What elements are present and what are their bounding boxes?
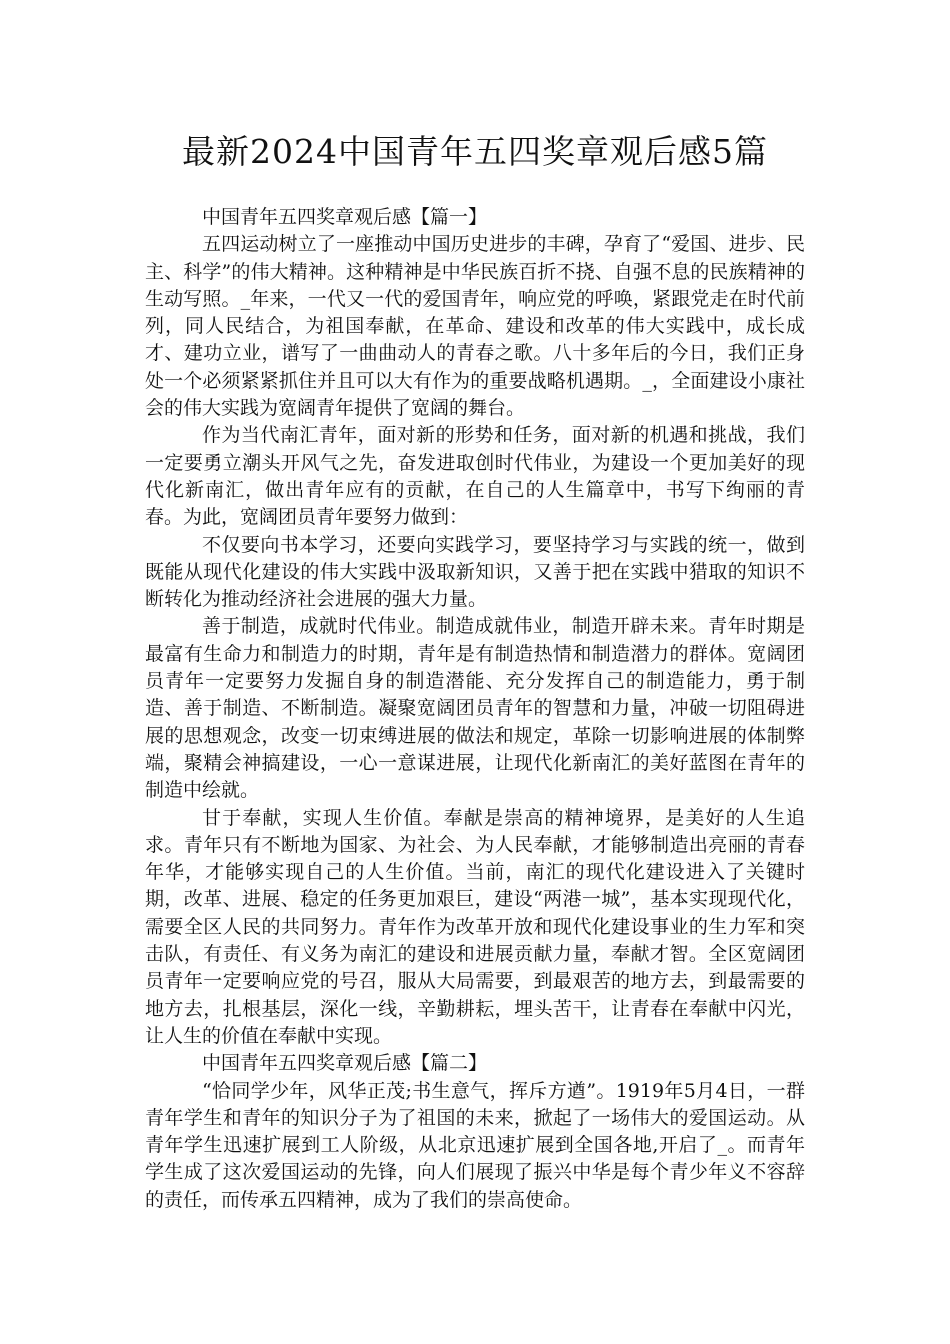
paragraph: 不仅要向书本学习，还要向实践学习，要坚持学习与实践的统一，做到既能从现代化建设的伟大实践中汲取新知识，又善于把在实践中猎取的知识不断转化为推动经济社会进展的强大力量。 [145,533,805,611]
document-page [145,128,805,1214]
paragraph: “恰同学少年，风华正茂;书生意气，挥斥方遒”。1919年5月4日，一群青年学生和青年的知识分子为了祖国的未来，掀起了一场伟大的爱国运动。从青年学生迅速扩展到工人阶级，从北京迅速扩展到全国各地,开启了_。而青年学生成了这次爱国运动的先锋，向人们展现了振兴中华是每个青少年义不容辞的责任，而传承五四精神，成为了我们的崇高使命。 [145,1079,805,1211]
section-heading: 中国青年五四奖章观后感【篇二】 [202,1052,488,1075]
document-body [145,204,805,1214]
document-title: 最新2024中国青年五四奖章观后感5篇 [182,132,768,171]
section-heading: 中国青年五四奖章观后感【篇一】 [202,206,488,228]
paragraph: 五四运动树立了一座推动中国历史进步的丰碑，孕育了“爱国、进步、民主、科学”的伟大精神。这种精神是中华民族百折不挠、自强不息的民族精神的生动写照。_年来，一代又一代的爱国青年，响应党的呼唤，紧跟党走在时代前列，同人民结合，为祖国奉献，在革命、建设和改革的伟大实践中，成长成才、建功立业，谱写了一曲曲动人的青春之歌。八十多年后的今日，我们正身处一个必须紧紧抓住并且可以大有作为的重要战略机遇期。_，全面建设小康社会的伟大实践为宽阔青年提供了宽阔的舞台。 [145,233,805,420]
paragraph: 甘于奉献，实现人生价值。奉献是崇高的精神境界，是美好的人生追求。青年只有不断地为国家、为社会、为人民奉献，才能够制造出亮丽的青春年华，才能够实现自己的人生价值。当前，南汇的现代化建设进入了关键时期，改革、进展、稳定的任务更加艰巨，建设“两港一城”，基本实现现代化，需要全区人民的共同努力。青年作为改革开放和现代化建设事业的生力军和突击队，有责任、有义务为南汇的建设和进展贡献力量，奉献才智。全区宽阔团员青年一定要响应党的号召，服从大局需要，到最艰苦的地方去，到最需要的地方去，扎根基层，深化一线，辛勤耕耘，埋头苦干，让青春在奉献中闪光，让人生的价值在奉献中实现。 [145,806,805,1047]
section-2 [145,1050,805,1214]
paragraph: 作为当代南汇青年，面对新的形势和任务，面对新的机遇和挑战，我们一定要勇立潮头开风气之先，奋发进取创时代伟业，为建设一个更加美好的现代化新南汇，做出青年应有的贡献，在自己的人生篇章中，书写下绚丽的青春。为此，宽阔团员青年要努力做到： [145,424,805,529]
paragraph: 善于制造，成就时代伟业。制造成就伟业，制造开辟未来。青年时期是最富有生命力和制造力的时期，青年是有制造热情和制造潜力的群体。宽阔团员青年一定要努力发掘自身的制造潜能、充分发挥自己的制造能力，勇于制造、善于制造、不断制造。凝聚宽阔团员青年的智慧和力量，冲破一切阻碍进展的思想观念，改变一切束缚进展的做法和规定，革除一切影响进展的体制弊端，聚精会神搞建设，一心一意谋进展，让现代化新南汇的美好蓝图在青年的制造中绘就。 [145,615,805,802]
section-1 [145,204,805,1050]
